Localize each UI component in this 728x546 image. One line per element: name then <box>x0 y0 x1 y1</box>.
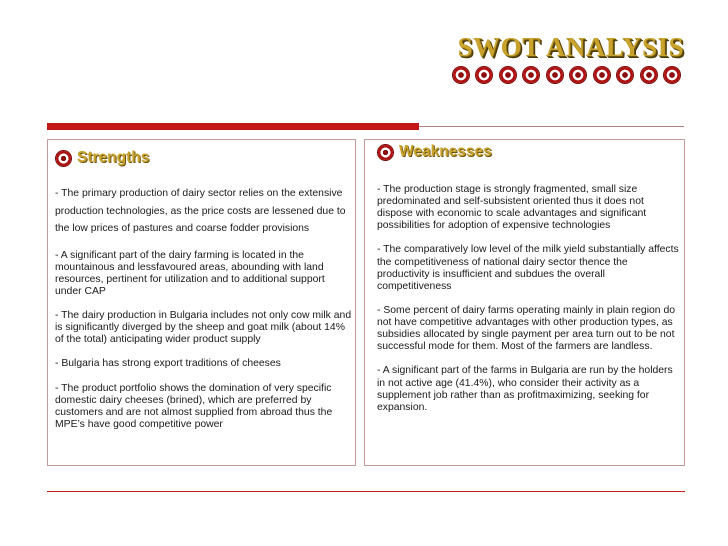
ring-bullet-icon <box>523 67 539 83</box>
weaknesses-panel <box>364 139 685 466</box>
weaknesses-header <box>378 143 492 161</box>
accent-bar <box>47 123 419 130</box>
ring-bullet-icon <box>570 67 586 83</box>
weakness-item: - The comparatively low level of the milk yield substantially affects the competitiveness of national dairy sector thence the productivity is insufficient and subdues the overall competitiveness <box>377 244 679 292</box>
weakness-item: - The production stage is strongly fragmented, small size predominated and self-subsistent oriented thus it does not dispose with economic to scale advantages and significant possibilities for adoption of expensive technologies <box>377 184 647 232</box>
strength-item: - The dairy production in Bulgaria includes not only cow milk and is significantly diverged by the sheep and goat milk (about 14% of the total) anticipating wider product supply <box>55 309 352 346</box>
strength-item: - The product portfolio shows the domination of very specific domestic dairy cheeses (brined), which are preferred by customers and are not almost supplied from abroad thus the MPE’s have good competitive power <box>55 382 333 430</box>
ring-bullet-icon <box>547 67 563 83</box>
ring-bullet-icon <box>500 67 516 83</box>
decorative-dot-row <box>453 67 681 83</box>
ring-bullet-icon <box>378 145 393 160</box>
strength-item: - Bulgaria has strong export traditions of cheeses <box>55 358 281 370</box>
ring-bullet-icon <box>594 67 610 83</box>
weaknesses-heading: Weaknesses <box>399 143 492 160</box>
ring-bullet-icon <box>617 67 633 83</box>
strengths-list <box>55 185 353 443</box>
strengths-heading: Strengths <box>77 149 150 166</box>
ring-bullet-icon <box>56 151 71 166</box>
ring-bullet-icon <box>664 67 680 83</box>
strengths-header <box>56 149 149 167</box>
weakness-item: - A significant part of the farms in Bulgaria are run by the holders in not active age (41.4%), who consider their activity as a supplement job rather than as profitmaximizing, seeking for expansion. <box>377 365 673 413</box>
ring-bullet-icon <box>476 67 492 83</box>
footer-divider <box>47 491 685 492</box>
page-title: SWOT ANALYSIS <box>457 32 684 62</box>
strength-item: - The primary production of dairy sector relies on the extensive production technologies, as the price costs are lessened due to the low prices of pastures and coarse fodder provisions <box>55 188 346 234</box>
weaknesses-list <box>377 184 682 426</box>
weakness-item: - Some percent of dairy farms operating mainly in plain region do not have competitive advantages with other production types, as subsidies allocated by single payment per area turn out to be not successful mode for them. Most of the farmers are landless. <box>377 304 676 353</box>
divider-line <box>419 126 684 127</box>
strengths-panel <box>47 139 356 466</box>
strength-item: - A significant part of the dairy farming is located in the mountainous and lessfavoured areas, abounding with land resources, pertinent for utilization and to additional support under CAP <box>55 249 325 297</box>
ring-bullet-icon <box>453 67 469 83</box>
ring-bullet-icon <box>641 67 657 83</box>
